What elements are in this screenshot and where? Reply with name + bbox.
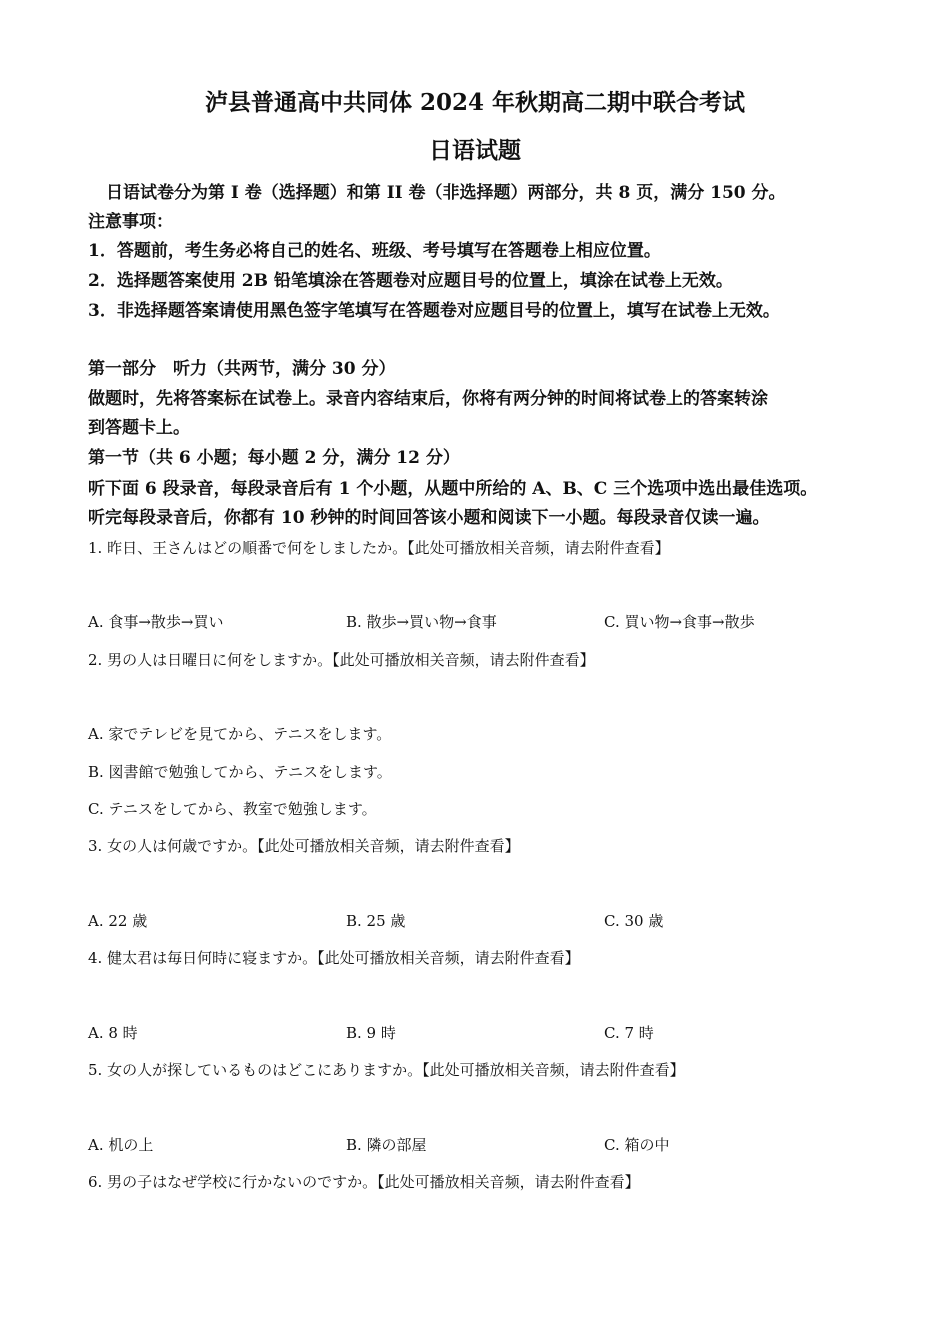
question-5: 5. 女の人が探しているものはどこにありますか。【此处可播放相关音频，请去附件查看】 (88, 1061, 685, 1079)
note-item-1: 1．答题前，考生务必将自己的姓名、班级、考号填写在答题卷上相应位置。 (88, 241, 661, 261)
question-2-option-c: C. テニスをしてから、教室で勉強します。 (88, 800, 377, 818)
question-3-option-a: A. 22 歳 (88, 912, 148, 930)
question-2: 2. 男の人は日曜日に何をしますか。【此处可播放相关音频，请去附件查看】 (88, 651, 595, 669)
exam-intro: 日语试卷分为第 I 卷（选择题）和第 II 卷（非选择题）两部分，共 8 页，满分 150 分。 (106, 183, 786, 203)
question-1: 1. 昨日、王さんはどの順番で何をしましたか。【此处可播放相关音频，请去附件查看】 (88, 539, 670, 557)
question-1-option-a: A. 食事→散歩→買い (88, 613, 224, 631)
question-5-option-b: B. 隣の部屋 (346, 1136, 427, 1154)
exam-subtitle: 日语试题 (429, 137, 521, 164)
section1-instruction-2: 听完每段录音后，你都有 10 秒钟的时间回答该小题和阅读下一小题。每段录音仅读一遍。 (88, 508, 770, 528)
question-4-option-a: A. 8 時 (88, 1024, 138, 1042)
question-2-option-a: A. 家でテレビを見てから、テニスをします。 (88, 725, 392, 743)
question-3-option-c: C. 30 歳 (604, 912, 664, 930)
question-2-option-b: B. 図書館で勉強してから、テニスをします。 (88, 763, 392, 781)
part1-instruction-2: 到答题卡上。 (88, 418, 190, 438)
question-5-option-c: C. 箱の中 (604, 1136, 670, 1154)
part1-instruction-1: 做题时，先将答案标在试卷上。录音内容结束后，你将有两分钟的时间将试卷上的答案转涂 (88, 389, 768, 409)
section1-instruction-1: 听下面 6 段录音，每段录音后有 1 个小题，从题中所给的 A、B、C 三个选项中选出最佳选项。 (88, 479, 818, 499)
question-3-option-b: B. 25 歳 (346, 912, 406, 930)
note-item-3: 3．非选择题答案请使用黑色签字笔填写在答题卷对应题目号的位置上，填写在试卷上无效。 (88, 301, 780, 321)
notes-heading: 注意事项： (88, 212, 173, 232)
question-6: 6. 男の子はなぜ学校に行かないのですか。【此处可播放相关音频，请去附件查看】 (88, 1173, 640, 1191)
question-4: 4. 健太君は毎日何時に寝ますか。【此处可播放相关音频，请去附件查看】 (88, 949, 580, 967)
part1-heading: 第一部分 听力（共两节，满分 30 分） (88, 359, 396, 379)
question-4-option-c: C. 7 時 (604, 1024, 654, 1042)
question-3: 3. 女の人は何歳ですか。【此处可播放相关音频，请去附件查看】 (88, 837, 520, 855)
question-4-option-b: B. 9 時 (346, 1024, 396, 1042)
section1-heading: 第一节（共 6 小题；每小题 2 分，满分 12 分） (88, 448, 460, 468)
question-1-option-b: B. 散歩→買い物→食事 (346, 613, 497, 631)
question-5-option-a: A. 机の上 (88, 1136, 154, 1154)
note-item-2: 2．选择题答案使用 2B 铅笔填涂在答题卷对应题目号的位置上，填涂在试卷上无效。 (88, 271, 733, 291)
question-1-option-c: C. 買い物→食事→散歩 (604, 613, 755, 631)
exam-title: 泸县普通高中共同体 2024 年秋期高二期中联合考试 (204, 89, 746, 116)
